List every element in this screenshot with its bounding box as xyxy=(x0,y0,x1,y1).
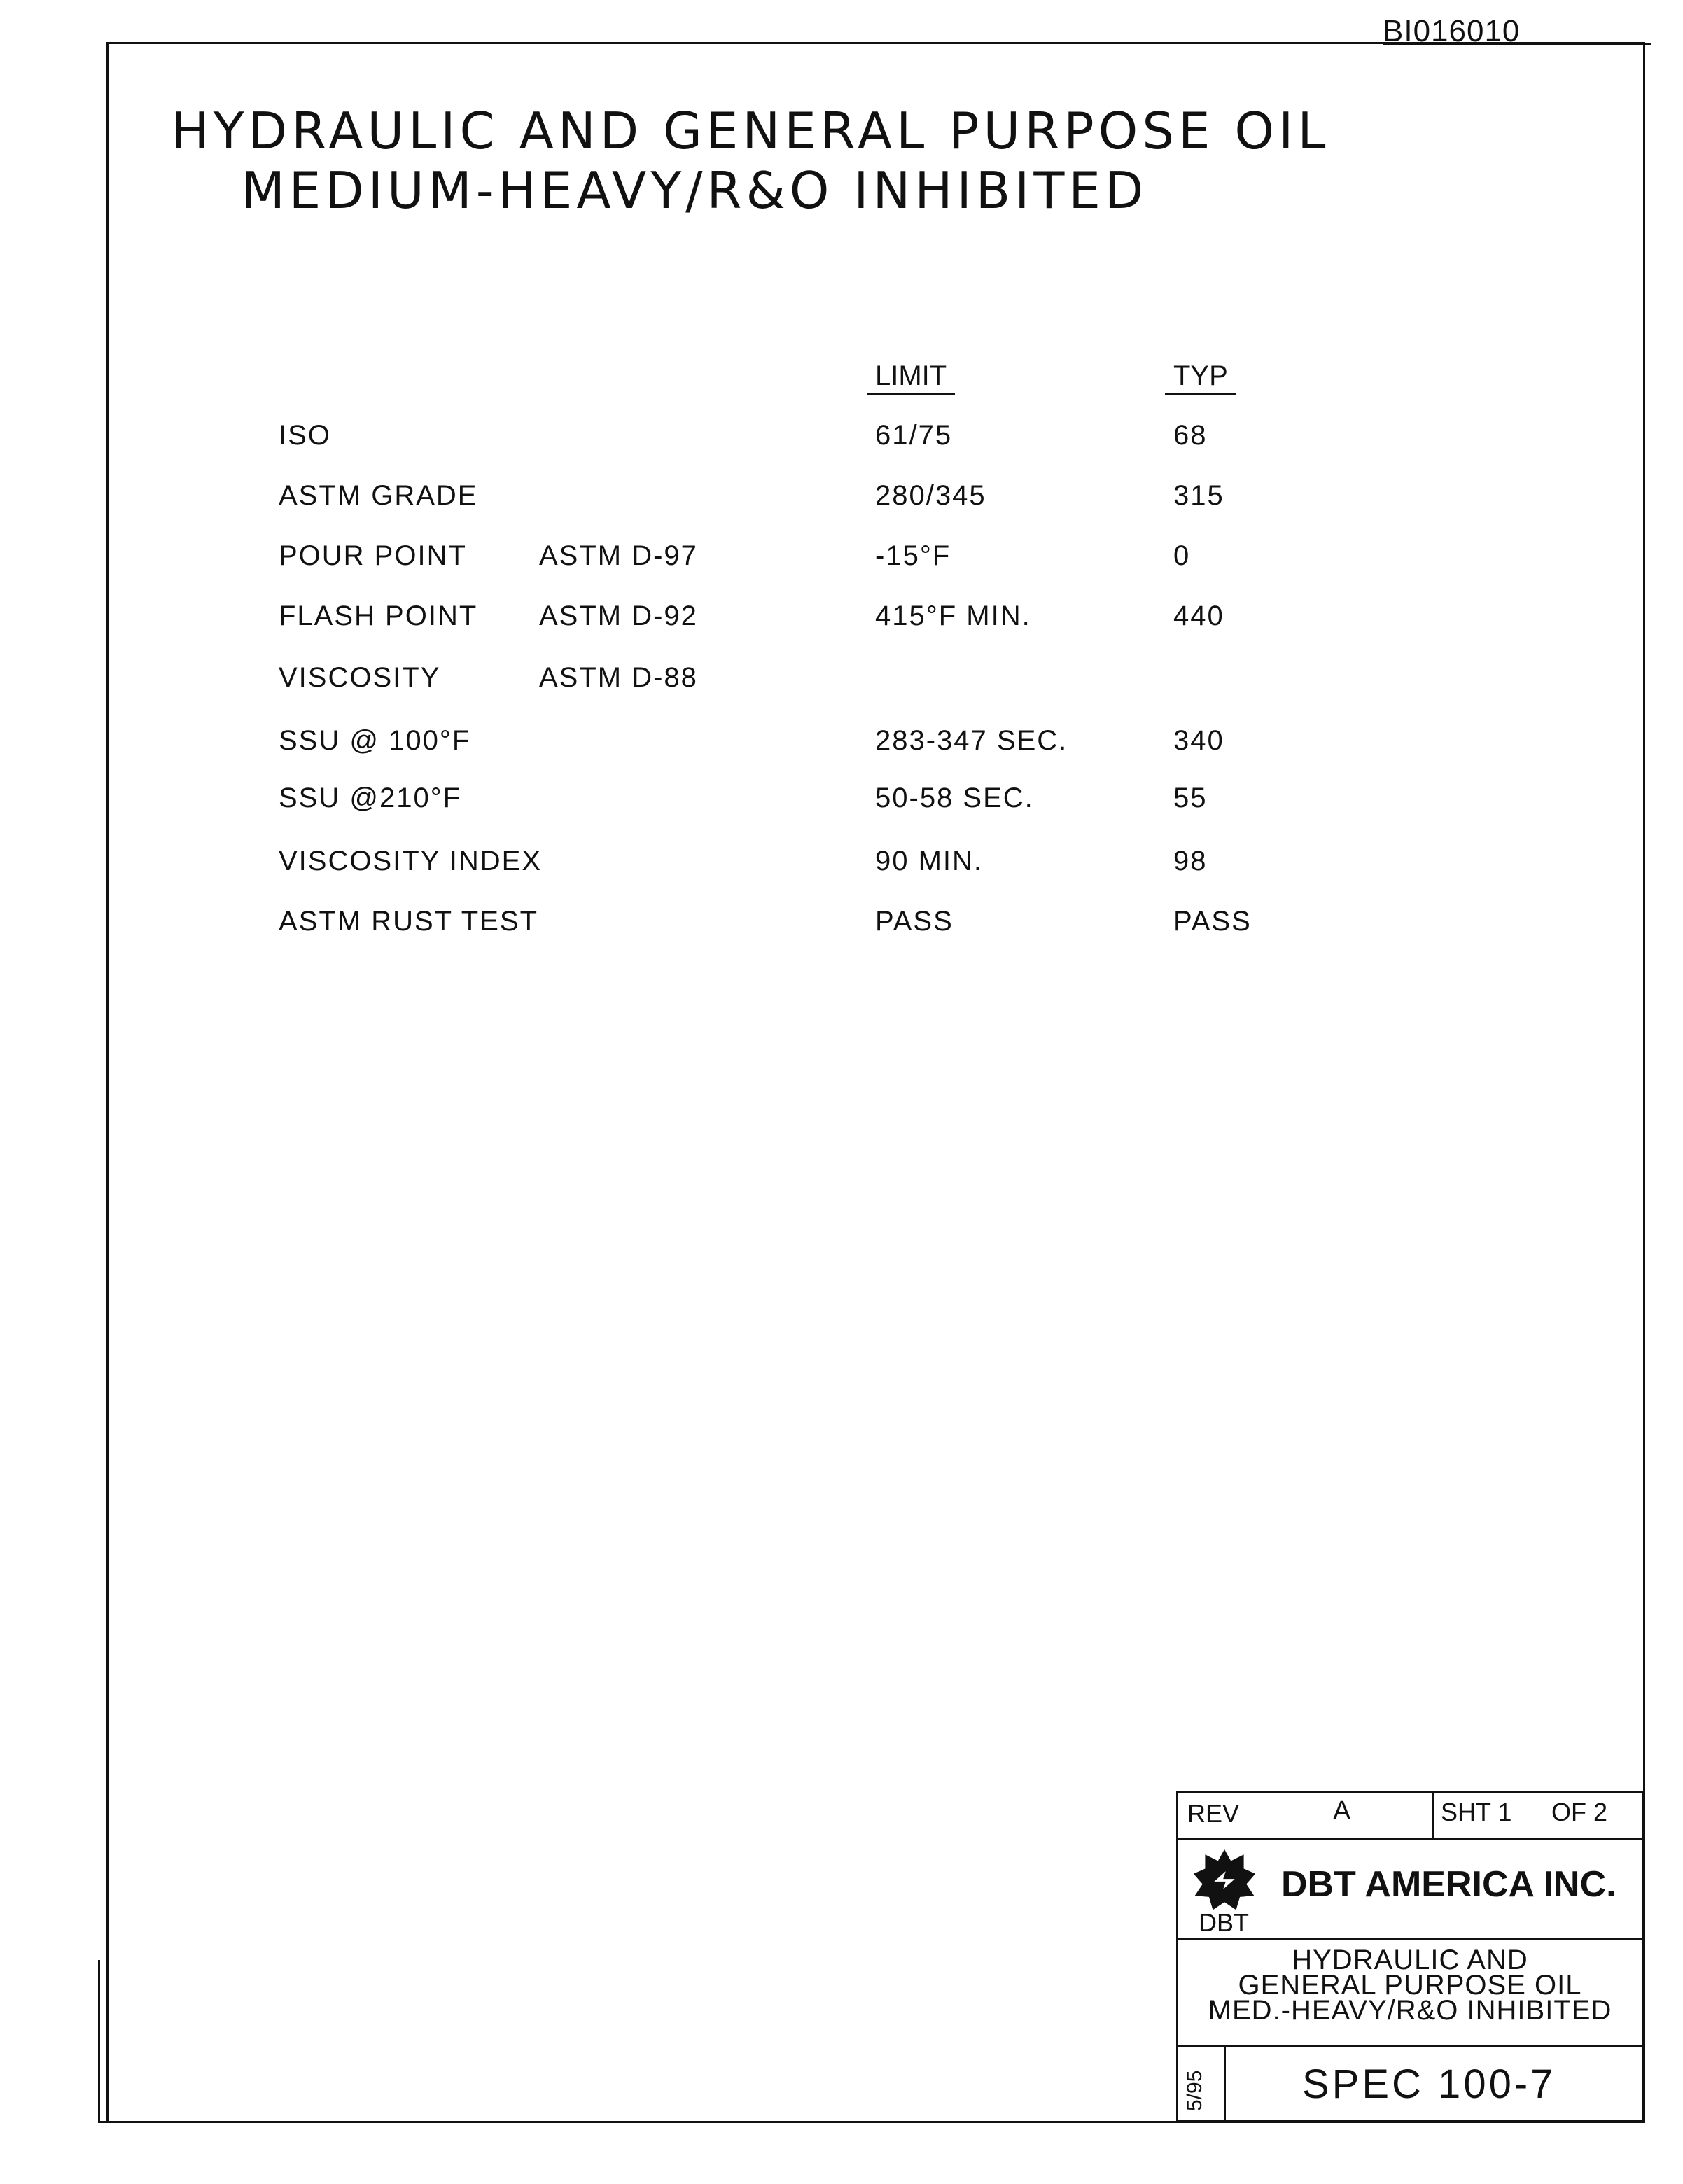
property-name: ISO xyxy=(279,420,331,451)
spec-row xyxy=(0,540,1683,582)
dbt-logo-icon xyxy=(1192,1848,1257,1912)
property-name: POUR POINT xyxy=(279,540,467,571)
revision-date: 5/95 xyxy=(1183,2070,1206,2111)
spec-number: SPEC 100-7 xyxy=(1302,2062,1556,2107)
spec-row xyxy=(0,420,1683,462)
property-name: SSU @ 100°F xyxy=(279,725,471,756)
typical-value: 0 xyxy=(1173,540,1191,571)
description-line-3: MED.-HEAVY/R&O INHIBITED xyxy=(1208,1995,1612,2026)
company-name: DBT AMERICA INC. xyxy=(1281,1864,1616,1905)
logo-caption: DBT xyxy=(1199,1908,1249,1937)
typical-value: 55 xyxy=(1173,783,1208,813)
spec-row xyxy=(0,906,1683,948)
title-block-rule xyxy=(1176,2045,1644,2047)
property-name: ASTM RUST TEST xyxy=(279,906,539,937)
description-line-1: HYDRAULIC AND xyxy=(1292,1945,1528,1975)
sheet-number: SHT 1 xyxy=(1441,1798,1512,1826)
description-line-2: GENERAL PURPOSE OIL xyxy=(1238,1970,1582,2001)
document-title-line-1: HYDRAULIC AND GENERAL PURPOSE OIL xyxy=(171,102,1330,160)
spec-row xyxy=(0,846,1683,888)
column-header-limit: LIMIT xyxy=(867,360,955,396)
limit-value: 90 MIN. xyxy=(875,846,984,876)
typical-value: 440 xyxy=(1173,601,1224,631)
limit-value: 415°F MIN. xyxy=(875,601,1031,631)
property-name: VISCOSITY xyxy=(279,662,441,693)
property-name: VISCOSITY INDEX xyxy=(279,846,543,876)
limit-value: 280/345 xyxy=(875,480,986,511)
property-name: FLASH POINT xyxy=(279,601,478,631)
sheet-total: OF 2 xyxy=(1551,1798,1608,1826)
rev-label: REV xyxy=(1187,1799,1240,1828)
spec-row xyxy=(0,601,1683,643)
limit-value: 61/75 xyxy=(875,420,953,451)
title-block-rule xyxy=(1224,2045,1226,2121)
spec-row xyxy=(0,662,1683,704)
column-header-typ: TYP xyxy=(1165,360,1236,396)
property-name: ASTM GRADE xyxy=(279,480,478,511)
spec-row xyxy=(0,725,1683,767)
limit-value: 50-58 SEC. xyxy=(875,783,1034,813)
property-name: SSU @210°F xyxy=(279,783,462,813)
document-title-line-2: MEDIUM-HEAVY/R&O INHIBITED xyxy=(241,161,1148,220)
typical-value: 98 xyxy=(1173,846,1208,876)
title-block-rule xyxy=(1432,1791,1434,1840)
test-method: ASTM D-97 xyxy=(539,540,698,571)
document-id: BI016010 xyxy=(1383,14,1521,48)
spec-row xyxy=(0,480,1683,522)
typical-value: 315 xyxy=(1173,480,1224,511)
title-block-rule xyxy=(1176,1938,1644,1940)
rev-value: A xyxy=(1333,1796,1351,1826)
test-method: ASTM D-92 xyxy=(539,601,698,631)
limit-value: 283-347 SEC. xyxy=(875,725,1068,756)
title-block-rule xyxy=(1176,1838,1644,1840)
spec-row xyxy=(0,783,1683,825)
limit-value: PASS xyxy=(875,906,954,937)
title-block-description xyxy=(1179,1945,1641,2026)
limit-value: -15°F xyxy=(875,540,951,571)
frame-left-rule xyxy=(98,1960,100,2122)
test-method: ASTM D-88 xyxy=(539,662,698,693)
typical-value: 68 xyxy=(1173,420,1208,451)
typical-value: 340 xyxy=(1173,725,1224,756)
typical-value: PASS xyxy=(1173,906,1252,937)
